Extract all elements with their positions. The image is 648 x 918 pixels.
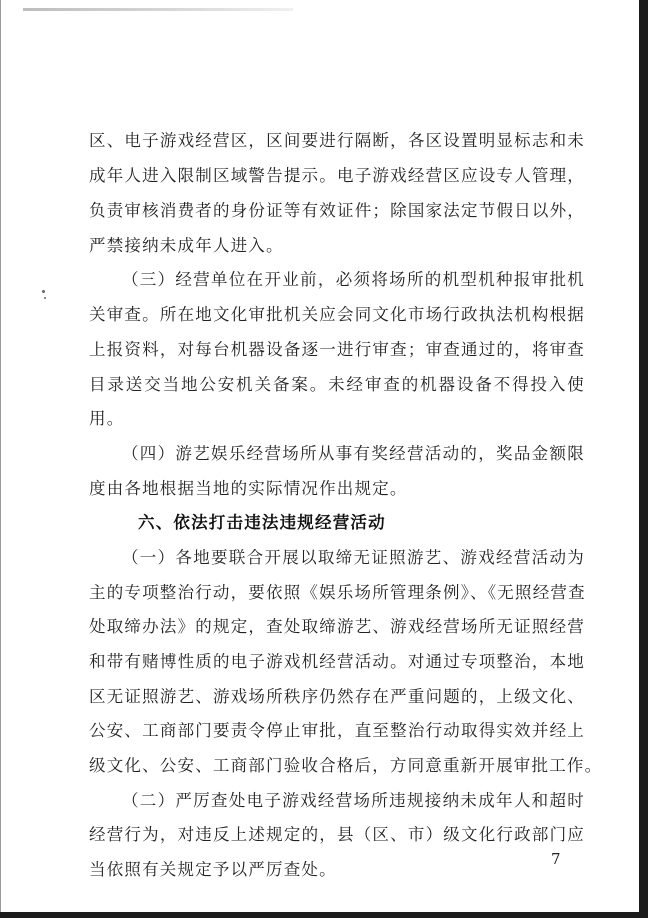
text-line: 经营行为，对违反上述规定的，县（区、市）级文化行政部门应 (89, 825, 585, 844)
text-line: 上报资料，对每台机器设备逐一进行审查；审查通过的，将审查 (89, 340, 585, 359)
scan-speck (44, 297, 46, 299)
text-line: 目录送交当地公安机关备案。未经审查的机器设备不得投入使 (89, 375, 585, 394)
text-line: 处取缔办法》的规定，查处取缔游艺、游戏经营场所无证照经营 (89, 617, 585, 636)
scan-edge-mark (23, 8, 293, 11)
text-line: 和带有赌博性质的电子游戏机经营活动。对通过专项整治，本地 (89, 652, 585, 671)
text-line: 严禁接纳未成年人进入。 (89, 236, 284, 255)
section-heading: 六、依法打击违法违规经营活动 (138, 513, 386, 532)
text-line: 区无证照游艺、游戏场所秩序仍然存在严重问题的，上级文化、 (89, 687, 585, 706)
paragraph-start: （二）严厉查处电子游戏经营场所违规接纳未成年人和超时 (122, 791, 585, 810)
text-line: 成年人进入限制区域警告提示。电子游戏经营区应设专人管理， (89, 166, 585, 185)
text-line: 度由各地根据当地的实际情况作出规定。 (89, 479, 408, 498)
page-number: 7 (551, 850, 561, 868)
paragraph-start: （四）游艺娱乐经营场所从事有奖经营活动的，奖品金额限 (122, 444, 585, 463)
text-line: 关审查。所在地文化审批机关应会同文化市场行政执法机构根据 (89, 305, 585, 324)
paragraph-start: （三）经营单位在开业前，必须将场所的机型机种报审批机 (122, 270, 585, 289)
text-line: 当依照有关规定予以严厉查处。 (89, 860, 337, 879)
text-line: 主的专项整治行动，要依照《娱乐场所管理条例》、《无照经营查 (89, 583, 586, 602)
text-line: 级文化、公安、工商部门验收合格后，方同意重新开展审批工作。 (89, 756, 603, 775)
text-line: 区、电子游戏经营区，区间要进行隔断，各区设置明显标志和未 (89, 131, 585, 150)
scan-speck (42, 290, 45, 293)
text-line: 用。 (89, 409, 125, 428)
text-line: 公安、工商部门要责令停止审批，直至整治行动取得实效并经上 (89, 721, 585, 740)
paragraph-start: （一）各地要联合开展以取缔无证照游艺、游戏经营活动为 (122, 548, 585, 567)
text-line: 负责审核消费者的身份证等有效证件；除国家法定节假日以外， (89, 201, 585, 220)
